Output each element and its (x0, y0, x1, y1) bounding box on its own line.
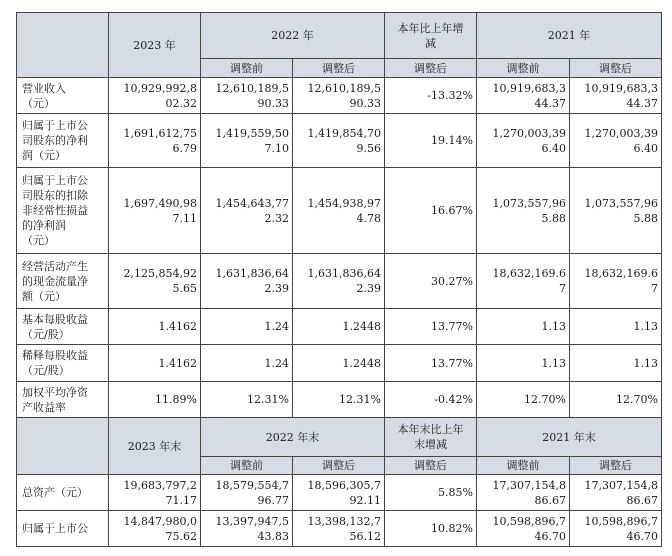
table-row (17, 78, 662, 114)
table-row (17, 309, 662, 345)
value-2021-before: 10,598,896,7 46.70 (477, 511, 570, 547)
value-change: -13.32% (385, 78, 477, 114)
value-2022-before: 12,610,189,5 90.33 (201, 78, 293, 114)
value-2021-before: 12.70% (477, 382, 570, 418)
header-change-end: 本年末比上年 末增减 (385, 418, 477, 457)
value-2022-after: 1.2448 (293, 309, 385, 345)
value-2022-before: 1.24 (201, 309, 293, 345)
value-2021-after: 10,598,896,7 46.70 (570, 511, 662, 547)
value-change: 13.77% (385, 345, 477, 382)
value-2023: 14,847,980,0 75.62 (109, 511, 201, 547)
value-2021-before: 10,919,683,3 44.37 (477, 78, 570, 114)
value-2021-before: 17,307,154,8 86.67 (477, 475, 570, 511)
value-2022-before: 18,579,554,7 96.77 (201, 475, 293, 511)
value-2023: 19,683,797,2 71.17 (109, 475, 201, 511)
header-2022-after: 调整后 (293, 457, 385, 475)
value-change: 5.85% (385, 475, 477, 511)
header-2022-after: 调整后 (293, 59, 385, 78)
value-2021-before: 18,632,169.6 7 (477, 254, 570, 309)
table-row (17, 511, 662, 547)
row-label: 归属于上市公 (17, 511, 109, 547)
table-row (17, 382, 662, 418)
header-2021-end: 2021 年末 (477, 418, 662, 457)
value-change: -0.42% (385, 382, 477, 418)
value-2022-before: 12.31% (201, 382, 293, 418)
value-2021-after: 1.13 (570, 309, 662, 345)
header-blank-cell (17, 418, 109, 475)
header-2023: 2023 年 (109, 13, 201, 78)
value-2022-before: 1,631,836,64 2.39 (201, 254, 293, 309)
table-row (17, 168, 662, 254)
header-2022: 2022 年 (201, 13, 385, 59)
value-2023: 1.4162 (109, 345, 201, 382)
header-2022-before: 调整前 (201, 457, 293, 475)
header-2022-before: 调整前 (201, 59, 293, 78)
value-2023: 2,125,854,92 5.65 (109, 254, 201, 309)
header-blank-cell (17, 13, 109, 78)
table-row (17, 254, 662, 309)
value-2022-after: 1,454,938,97 4.78 (293, 168, 385, 254)
table-row (17, 345, 662, 382)
value-2022-after: 18,596,305,7 92.11 (293, 475, 385, 511)
value-2022-before: 13,397,947,5 43.83 (201, 511, 293, 547)
value-2022-after: 12.31% (293, 382, 385, 418)
value-change: 10.82% (385, 511, 477, 547)
row-label: 经营活动产生 的现金流量净 额（元） (17, 254, 109, 309)
header-2021-before: 调整前 (477, 457, 570, 475)
value-2023: 10,929,992,8 02.32 (109, 78, 201, 114)
header-row-3 (17, 418, 662, 457)
row-label: 归属于上市公 司股东的扣除 非经常性损益 的净利润 （元） (17, 168, 109, 254)
value-2021-before: 1.13 (477, 309, 570, 345)
value-2022-after: 1,631,836,64 2.39 (293, 254, 385, 309)
header-change: 本年比上年增 减 (385, 13, 477, 59)
header-row-1 (17, 13, 662, 59)
header-2023-end: 2023 年末 (109, 418, 201, 475)
value-2023: 1,691,612,75 6.79 (109, 114, 201, 168)
value-change: 16.67% (385, 168, 477, 254)
value-2022-before: 1,419,559,50 7.10 (201, 114, 293, 168)
header-2022-end: 2022 年末 (201, 418, 385, 457)
value-2022-after: 12,610,189,5 90.33 (293, 78, 385, 114)
header-change-after: 调整后 (385, 457, 477, 475)
value-2021-before: 1.13 (477, 345, 570, 382)
value-2022-after: 1,419,854,70 9.56 (293, 114, 385, 168)
header-2021-after: 调整后 (570, 457, 662, 475)
row-label: 稀释每股收益 （元/股） (17, 345, 109, 382)
row-label: 基本每股收益 （元/股） (17, 309, 109, 345)
value-2021-after: 10,919,683,3 44.37 (570, 78, 662, 114)
value-change: 19.14% (385, 114, 477, 168)
table-row (17, 114, 662, 168)
value-2021-before: 1,073,557,96 5.88 (477, 168, 570, 254)
value-2021-after: 1,073,557,96 5.88 (570, 168, 662, 254)
value-2021-after: 17,307,154,8 86.67 (570, 475, 662, 511)
header-change-after: 调整后 (385, 59, 477, 78)
value-2021-after: 1.13 (570, 345, 662, 382)
value-2021-before: 1,270,003,39 6.40 (477, 114, 570, 168)
value-2022-after: 1.2448 (293, 345, 385, 382)
value-change: 13.77% (385, 309, 477, 345)
header-2021-after: 调整后 (570, 59, 662, 78)
value-2021-after: 18,632,169.6 7 (570, 254, 662, 309)
value-2022-after: 13,398,132,7 56.12 (293, 511, 385, 547)
value-2022-before: 1,454,643,77 2.32 (201, 168, 293, 254)
value-change: 30.27% (385, 254, 477, 309)
row-label: 归属于上市公 司股东的净利 润（元） (17, 114, 109, 168)
row-label: 总资产（元） (17, 475, 109, 511)
value-2023: 1.4162 (109, 309, 201, 345)
header-2021: 2021 年 (477, 13, 662, 59)
row-label: 加权平均净资 产收益率 (17, 382, 109, 418)
value-2021-after: 1,270,003,39 6.40 (570, 114, 662, 168)
value-2023: 1,697,490,98 7.11 (109, 168, 201, 254)
value-2023: 11.89% (109, 382, 201, 418)
value-2022-before: 1.24 (201, 345, 293, 382)
financial-indicators-table (16, 12, 662, 547)
value-2021-after: 12.70% (570, 382, 662, 418)
table-row (17, 475, 662, 511)
header-2021-before: 调整前 (477, 59, 570, 78)
row-label: 营业收入 （元） (17, 78, 109, 114)
